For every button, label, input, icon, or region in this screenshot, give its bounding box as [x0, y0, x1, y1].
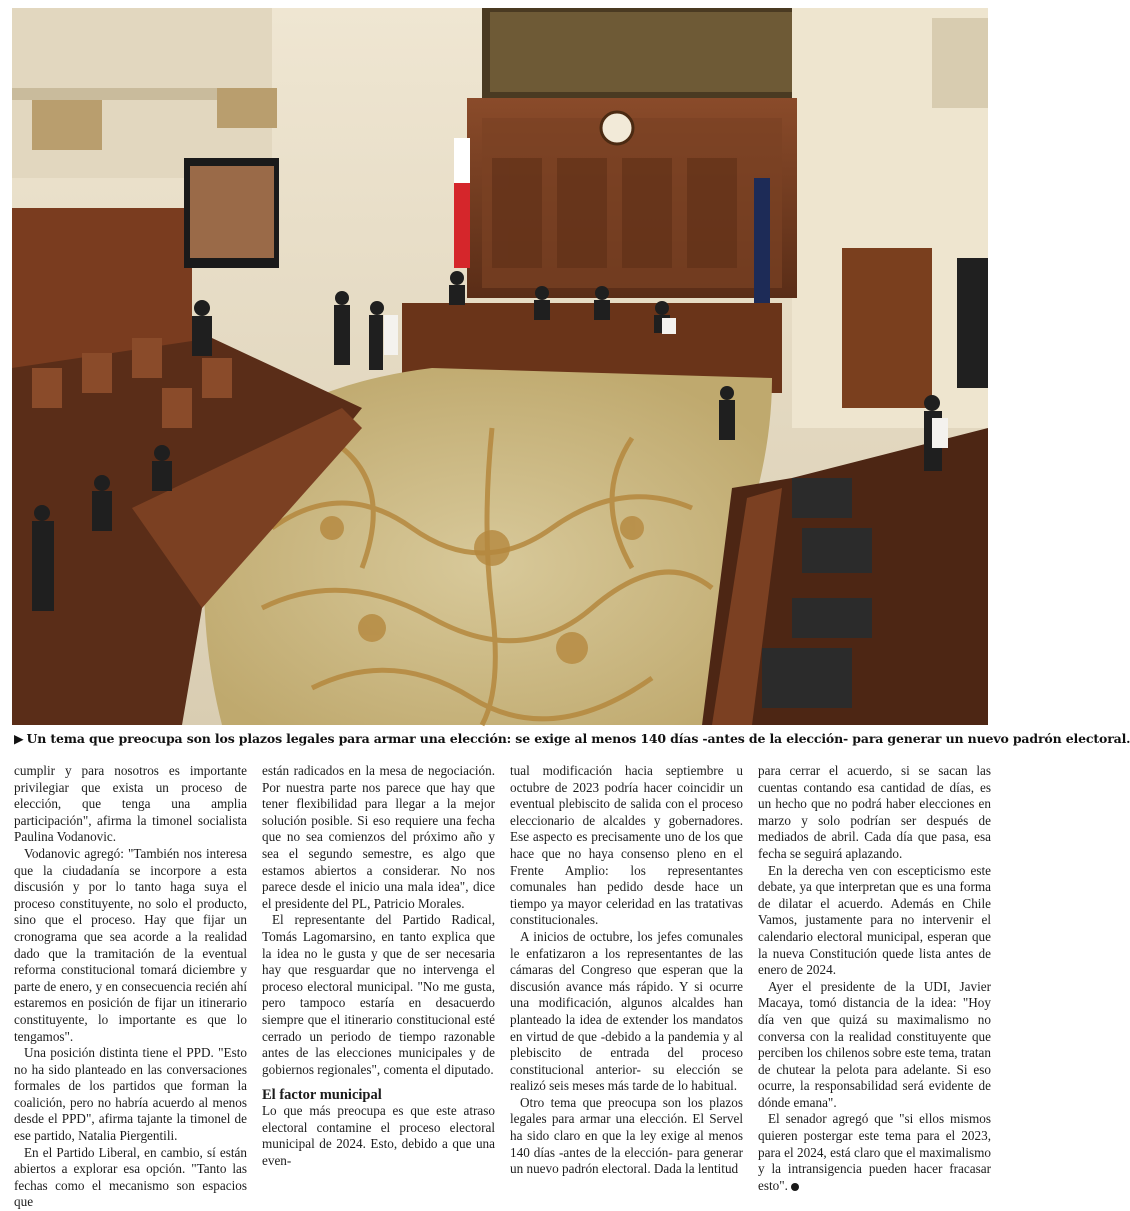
paragraph: están radicados en la mesa de negociación. Por nuestra parte nos parece que hay que tener flexibilidad para llegar a la mejor solución posible. Si eso requiere una fecha que no sea comienzos del próximo año y sea el segundo semestre, es algo que estamos abiertos a considerar. No nos parece desde el inicio una mala idea", dice el presidente del PL, Patricio Morales.: [262, 763, 495, 911]
chamber-photo: [12, 8, 988, 725]
paragraph: Vodanovic agregó: "También nos interesa que la ciudadanía se incorpore a esta discusión y por lo tanto haga suya el proceso constituyente, no solo el producto, sino que el proceso. Hay que fijar un cronograma que sea acorde a la realidad dado que la tramitación de la eventual reforma constitucional tomará diciembre y parte de enero, y en consecuencia recién ahí estaremos en posición de fijar un itinerario constituyente, lo importante es que lo tengamos".: [14, 845, 247, 1044]
paragraph: tual modificación hacia septiembre u octubre de 2023 podría hacer coincidir un eventual plebiscito de salida con el proceso eleccionario de alcaldes y gobernadores. Ese aspecto es precisamente uno de los que hace que no haya consenso pleno en el Frente Amplio: los representantes comunales han pedido desde hace un tiempo ya mayor celeridad en las tratativas constitucionales.: [510, 763, 743, 928]
paragraph: cumplir y para nosotros es importante privilegiar que exista un proceso de elección, que tenga una amplia participación", afirma la timonel socialista Paulina Vodanovic.: [14, 763, 247, 845]
column-2: [262, 763, 495, 1170]
paragraph: A inicios de octubre, los jefes comunales le enfatizaron a los representantes de las cámaras del Congreso que esperan que la discusión avance más rápido. Y si ocurre una modificación, algunos alcaldes han planteado la idea de extender los mandatos en virtud de que -debido a la pandemia y al plebiscito de entrada del proceso constitucional anterior- su elección se realizó seis meses más tarde de lo habitual.: [510, 928, 743, 1094]
end-of-article-bullet-icon: [791, 1183, 799, 1191]
subhead: El factor municipal: [262, 1087, 382, 1104]
chamber-illustration: [12, 8, 988, 725]
caption-text: Un tema que preocupa son los plazos legales para armar una elección: se exige al menos 140 días -antes de la elección- para generar un nuevo padrón electoral.: [26, 731, 1130, 746]
paragraph: El representante del Partido Radical, Tomás Lagomarsino, en tanto explica que la idea no le gusta y que de ser necesaria hay que resguardar que no intervenga el proceso electoral municipal. "No me gusta, pero tampoco estaría en desacuerdo siempre que el itinerario constitucional esté cerrado un periodo de tiempo razonable antes de las elecciones municipales y de gobiernos regionales", comenta el diputado.: [262, 912, 495, 1077]
article-body: [14, 763, 992, 1210]
column-4: [758, 763, 991, 1194]
paragraph: En el Partido Liberal, en cambio, sí están abiertos a explorar esa opción. "Tanto las fechas como el mecanismo son espacios que: [14, 1144, 247, 1210]
column-1: [14, 763, 247, 1211]
paragraph: para cerrar el acuerdo, si se sacan las cuentas contando esa cantidad de días, es un hecho que no podrá haber elecciones en marzo y solo podrían ser después de mediados de abril. Cada día que pasa, esa fecha se seguirá aplazando.: [758, 763, 991, 861]
paragraph: Ayer el presidente de la UDI, Javier Macaya, tomó distancia de la idea: "Hoy día ven que quizá su maximalismo no conversa con la realidad constituyente que perciben los chilenos sobre este tema, tratan de chutear la pelota para adelante. Si eso ocurre, la responsabilidad será evidente de dónde emana".: [758, 978, 991, 1110]
paragraph: Otro tema que preocupa son los plazos legales para armar una elección. El Servel ha sido claro en que la ley exige al menos 140 días -antes de la elección- para generar un nuevo padrón electoral. Dada la lentitud: [510, 1094, 743, 1177]
photo-caption: [14, 731, 1130, 746]
paragraph-last: [758, 1111, 991, 1194]
paragraph: En la derecha ven con escepticismo este debate, ya que interpretan que es una forma de dilatar el acuerdo. Además en Chile Vamos, justamente para no intervenir el calendario electoral municipal, esperan que la nueva Constitución quede lista antes de enero de 2024.: [758, 862, 991, 978]
paragraph: Lo que más preocupa es que este atraso electoral contamine el proceso electoral municipal de 2024. Esto, debido a que una even-: [262, 1103, 495, 1169]
paragraph: Una posición distinta tiene el PPD. "Esto no ha sido planteado en las conversaciones formales de los partidos que forman la coalición, pero no habría acuerdo al menos desde el PPD", afirma tajante la timonel de ese partido, Natalia Piergentili.: [14, 1045, 247, 1144]
column-3: [510, 763, 743, 1178]
triangle-right-icon: ▶: [14, 731, 24, 746]
paragraph-last-text: El senador agregó que "si ellos mismos quieren postergar este tema para el 2023, para el 2024, está claro que el maximalismo y la intransigencia pueden hacer fracasar esto".: [758, 1111, 991, 1193]
